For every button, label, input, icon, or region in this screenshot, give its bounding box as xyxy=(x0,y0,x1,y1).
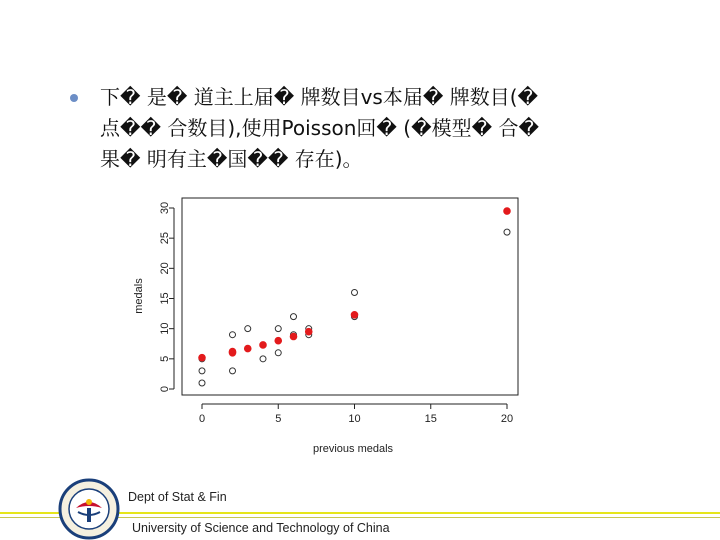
x-tick-label: 15 xyxy=(424,413,437,425)
observed-point xyxy=(275,350,281,356)
observed-point xyxy=(275,326,281,332)
y-tick-label: 10 xyxy=(158,322,171,335)
observed-point xyxy=(260,356,266,362)
fitted-point xyxy=(351,311,358,318)
x-axis-label: previous medals xyxy=(312,443,394,455)
observed-point xyxy=(230,368,236,374)
fitted-point xyxy=(229,348,236,355)
observed-point xyxy=(291,314,297,320)
bullet-text xyxy=(100,82,630,175)
y-tick-label: 30 xyxy=(158,201,171,215)
x-tick-label: 10 xyxy=(348,413,361,425)
bullet-line-2: 点�� 合数目),使用Poisson回� (�模型� 合� xyxy=(100,116,539,140)
observed-point xyxy=(245,326,251,332)
fitted-point xyxy=(244,345,251,352)
data-points xyxy=(199,208,511,386)
footer-university: University of Science and Technology of China xyxy=(132,521,390,535)
fitted-point xyxy=(305,328,312,335)
observed-point xyxy=(199,368,205,374)
bullet-line-3: 果� 明有主�国�� 存在)。 xyxy=(100,147,363,171)
observed-point xyxy=(199,380,205,386)
x-tick-label: 20 xyxy=(500,413,514,425)
y-tick-label: 15 xyxy=(158,292,171,305)
x-tick-label: 5 xyxy=(275,413,282,425)
footer-department: Dept of Stat & Fin xyxy=(128,490,227,504)
bullet-point xyxy=(70,82,630,175)
scatter-chart xyxy=(128,192,538,462)
plot-frame xyxy=(182,198,518,395)
fitted-point xyxy=(504,208,511,215)
fitted-point xyxy=(290,333,297,340)
observed-point xyxy=(352,289,358,295)
y-tick-label: 0 xyxy=(158,385,171,393)
x-tick-label: 0 xyxy=(198,413,206,425)
y-axis-label: medals xyxy=(133,278,145,314)
axes xyxy=(159,202,513,425)
y-tick-label: 20 xyxy=(158,262,171,275)
fitted-point xyxy=(260,342,267,349)
fitted-point xyxy=(199,354,206,361)
fitted-point xyxy=(275,337,282,344)
y-tick-label: 25 xyxy=(158,232,171,245)
observed-point xyxy=(230,332,236,338)
bullet-marker xyxy=(70,94,78,102)
y-tick-label: 5 xyxy=(158,355,171,362)
observed-point xyxy=(504,229,510,235)
university-logo xyxy=(58,478,120,540)
bullet-line-1: 下� 是� 道主上届� 牌数目vs本届� 牌数目(� xyxy=(100,85,539,109)
